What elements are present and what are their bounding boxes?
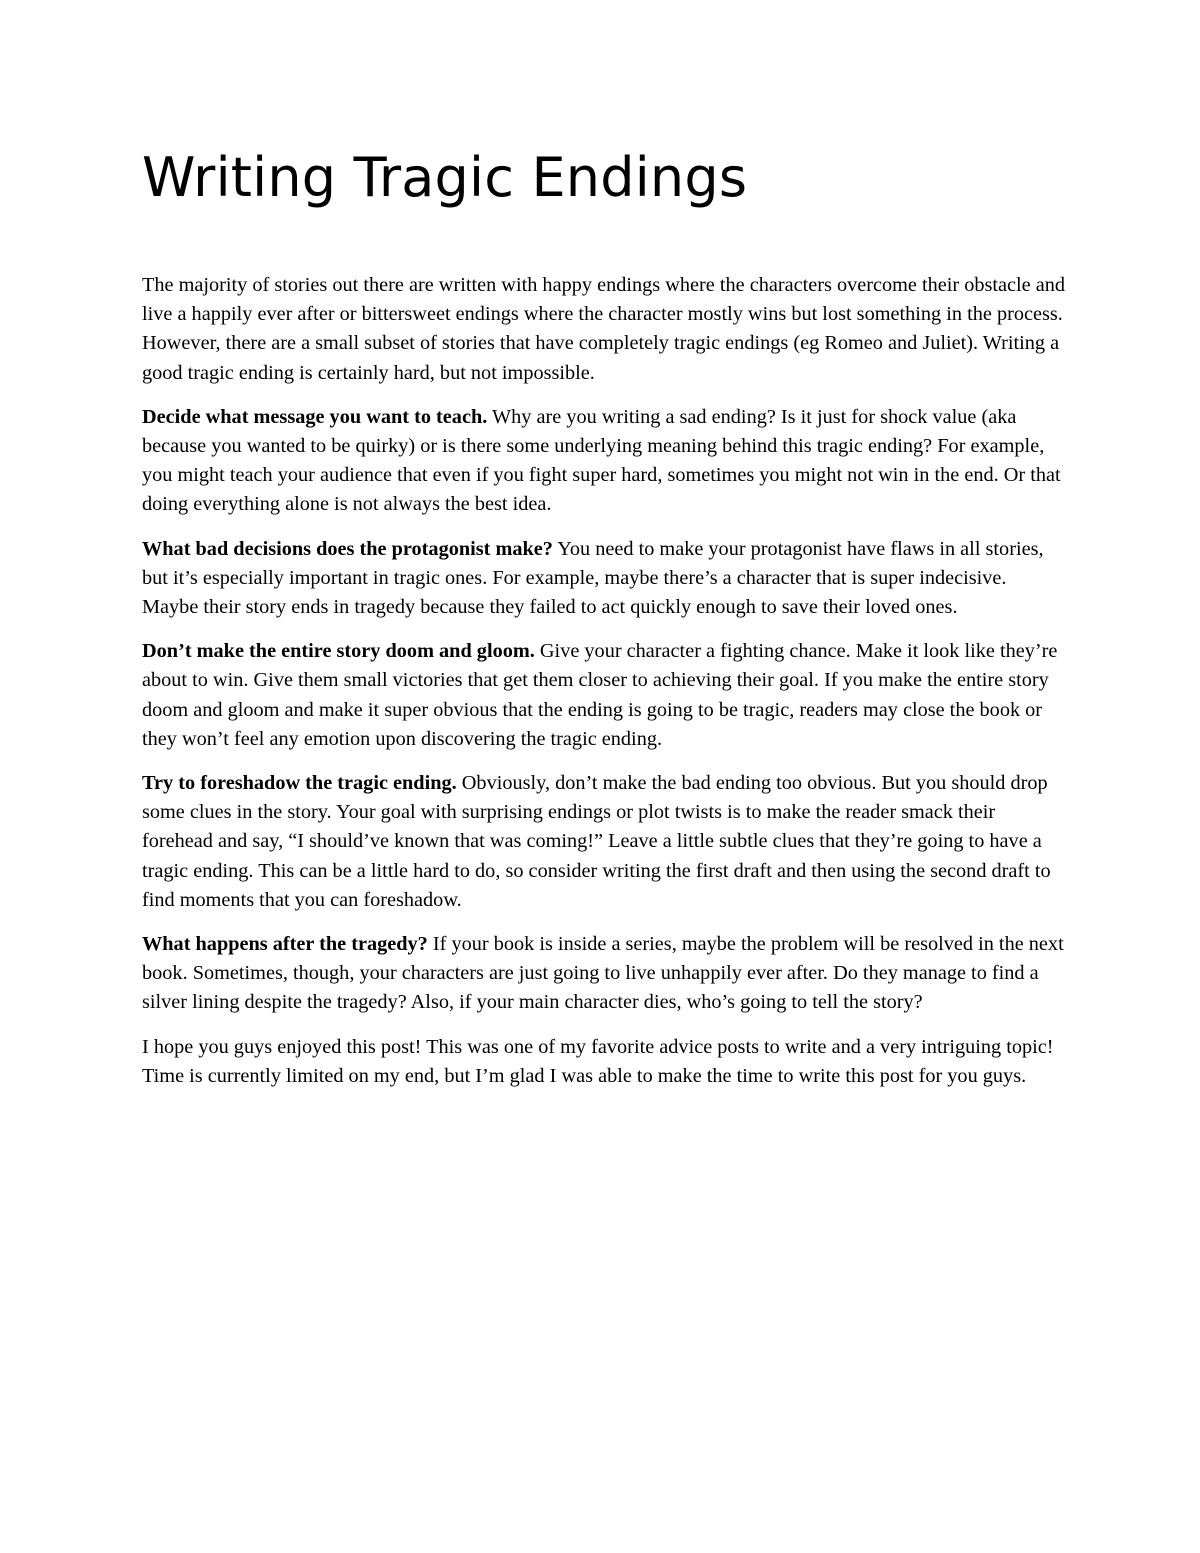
section-heading-foreshadow: Try to foreshadow the tragic ending. (142, 772, 457, 795)
section-body-doom-and-gloom: Give your character a fighting chance. Make it look like they’re about to win. Give them small victories that get them closer to achieving their goal. If you make the entire story doom and gloom and make it super obvious that the ending is going to be tragic, readers may close the book or they won’t feel any emotion upon discovering the tragic ending. (142, 640, 1058, 750)
section-heading-bad-decisions: What bad decisions does the protagonist make? (142, 537, 553, 560)
intro-paragraph: The majority of stories out there are written with happy endings where the characters overcome their obstacle and live a happily ever after or bittersweet endings where the character mostly wins but lost something in the process. However, there are a small subset of stories that have completely tragic endings (eg Romeo and Juliet). Writing a good tragic ending is certainly hard, but not impossible. (142, 274, 1066, 384)
section-paragraph-message (142, 403, 1066, 520)
section-paragraph-after-tragedy (142, 930, 1066, 1018)
section-paragraph-foreshadow (142, 769, 1066, 915)
section-body-bad-decisions: You need to make your protagonist have flaws in all stories, but it’s especially important in tragic ones. For example, maybe there’s a character that is super indecisive. Maybe their story ends in tragedy because they failed to act quickly enough to save their loved ones. (142, 537, 1044, 619)
section-body-foreshadow: Obviously, don’t make the bad ending too obvious. But you should drop some clues in the story. Your goal with surprising endings or plot twists is to make the reader smack their forehead and say, “I should’ve known that was coming!” Leave a little subtle clues that they’re going to have a tragic ending. This can be a little hard to do, so consider writing the first draft and then using the second draft to find moments that you can foreshadow. (142, 772, 1051, 911)
closing-paragraph: I hope you guys enjoyed this post! This was one of my favorite advice posts to write and a very intriguing topic! Time is currently limited on my end, but I’m glad I was able to make the time to write this post for you guys. (142, 1035, 1054, 1087)
section-heading-after-tragedy: What happens after the tragedy? (142, 933, 428, 956)
section-paragraph-doom-and-gloom (142, 637, 1066, 754)
section-body-after-tragedy: If your book is inside a series, maybe the problem will be resolved in the next book. Sometimes, though, your characters are just going to live unhappily ever after. Do they manage to find a silver lining despite the tragedy? Also, if your main character dies, who’s going to tell the story? (142, 933, 1064, 1014)
document-body (142, 138, 1066, 1106)
section-body-message: Why are you writing a sad ending? Is it just for shock value (aka because you wanted to be quirky) or is there some underlying meaning behind this tragic ending? For example, you might teach your audience that even if you fight super hard, sometimes you might not win in the end. Or that doing everything alone is not always the best idea. (142, 405, 1061, 516)
section-heading-doom-and-gloom: Don’t make the entire story doom and gloom. (142, 640, 535, 663)
document-title: Writing Tragic Endings (142, 146, 748, 209)
section-heading-message: Decide what message you want to teach. (142, 405, 488, 428)
section-paragraph-bad-decisions (142, 535, 1066, 623)
